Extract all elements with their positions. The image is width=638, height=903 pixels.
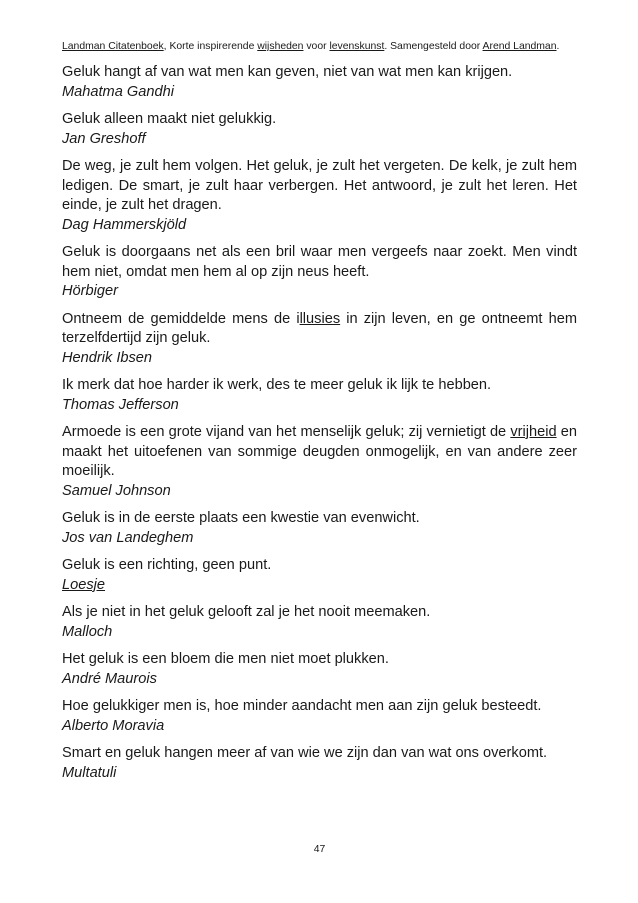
link-illusies[interactable]: llusies — [299, 310, 341, 327]
quote-text — [62, 310, 577, 349]
quote-item — [62, 110, 577, 149]
quote-text: Smart en geluk hangen meer af van wie we zijn dan van wat ons overkomt. — [62, 745, 548, 761]
header-text: . Samengesteld door — [384, 41, 483, 52]
quote-item — [62, 243, 577, 302]
quote-author: Samuel Johnson — [62, 482, 171, 499]
quote-author: Malloch — [62, 623, 113, 640]
quote-item — [62, 310, 577, 369]
running-header — [62, 40, 577, 53]
quote-list — [62, 63, 577, 791]
quote-text: Geluk hangt af van wat men kan geven, niet van wat men kan krijgen. — [62, 64, 513, 80]
page-number: 47 — [313, 844, 326, 855]
header-text: voor — [303, 41, 330, 52]
quote-text: Het geluk is een bloem die men niet moet plukken. — [62, 651, 389, 667]
quote-author: André Maurois — [62, 670, 157, 687]
quote-text: Hoe gelukkiger men is, hoe minder aandacht men aan zijn geluk besteedt. — [62, 698, 542, 714]
quote-text — [62, 423, 577, 482]
quote-text: Ik merk dat hoe harder ik werk, des te meer geluk ik lijk te hebben. — [62, 377, 492, 393]
quote-item — [62, 509, 577, 548]
header-text: , Korte inspirerende — [163, 41, 258, 52]
quote-text: Geluk is doorgaans net als een bril waar men vergeefs naar zoekt. Men vindt hem niet, omdat men hem al op zijn neus heeft. — [62, 244, 577, 280]
header-link-levenskunst[interactable]: levenskunst — [329, 41, 385, 52]
header-link-wijsheden[interactable]: wijsheden — [257, 41, 304, 52]
header-link-author[interactable]: Arend Landman — [482, 41, 557, 52]
quote-text-part: Ontneem de gemiddelde mens de i — [62, 310, 300, 327]
quote-author: Jan Greshoff — [62, 130, 146, 147]
quote-item — [62, 157, 577, 235]
header-text: . — [556, 41, 560, 52]
quote-text-part: in zijn leven, en ge ontneemt hem terzelfdertijd zijn geluk. — [62, 310, 577, 346]
quote-author: Alberto Moravia — [62, 717, 165, 734]
quote-item — [62, 603, 577, 642]
quote-author: Jos van Landeghem — [62, 529, 194, 546]
quote-item — [62, 697, 577, 736]
quote-item — [62, 423, 577, 501]
quote-text-part: en maakt het uitoefenen van sommige deugden onmogelijk, en van andere zeer moeilijk. — [62, 424, 577, 479]
quote-author: Thomas Jefferson — [62, 396, 179, 413]
quote-item — [62, 376, 577, 415]
quote-author: Hendrik Ibsen — [62, 349, 153, 366]
quote-text: De weg, je zult hem volgen. Het geluk, je zult het vergeten. De kelk, je zult hem ledigen. De smart, je zult haar verbergen. Het antwoord, je zult het leren. Het einde, je zult het dragen. — [62, 158, 577, 213]
quote-author: Multatuli — [62, 764, 117, 781]
link-vrijheid[interactable]: vrijheid — [510, 424, 557, 440]
quote-item — [62, 650, 577, 689]
quote-author-link[interactable]: Loesje — [62, 576, 106, 593]
quote-author: Dag Hammerskjöld — [62, 216, 187, 233]
quote-author: Hörbiger — [62, 283, 118, 299]
quote-text: Als je niet in het geluk gelooft zal je het nooit meemaken. — [62, 604, 431, 620]
quote-item — [62, 744, 577, 783]
quote-text: Geluk alleen maakt niet gelukkig. — [62, 111, 277, 127]
quote-text: Geluk is in de eerste plaats een kwestie van evenwicht. — [62, 510, 420, 526]
quote-text-part: Armoede is een grote vijand van het menselijk geluk; zij vernietigt de — [62, 424, 511, 440]
quote-text: Geluk is een richting, geen punt. — [62, 557, 272, 573]
quote-item — [62, 556, 577, 595]
quote-item — [62, 63, 577, 102]
header-link-citatenboek[interactable]: Landman Citatenboek — [62, 41, 164, 52]
quote-author: Mahatma Gandhi — [62, 83, 174, 100]
